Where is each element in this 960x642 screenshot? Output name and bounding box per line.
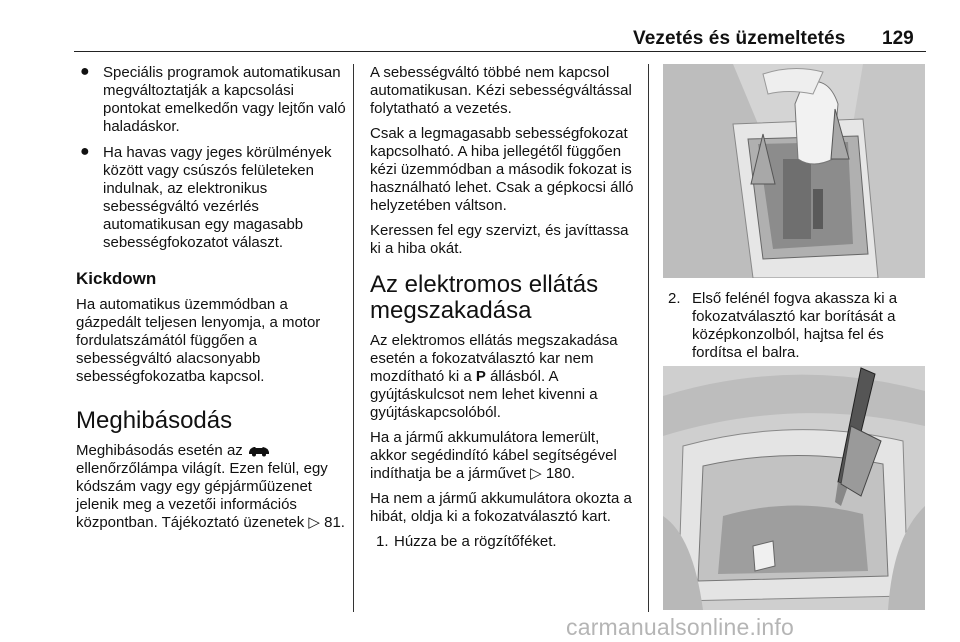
bullet-item: [76, 64, 346, 136]
step-number: 1.: [376, 533, 389, 550]
step-item: [668, 290, 926, 362]
section-heading-kickdown: Kickdown: [76, 269, 157, 288]
page-header-title: Vezetés és üzemeltetés: [633, 28, 846, 49]
paragraph: [370, 332, 635, 422]
gear-position-label: P: [475, 368, 486, 385]
car-warning-icon: [247, 443, 271, 457]
bullet-dot: ●: [80, 143, 90, 160]
page-ref-link[interactable]: 180.: [545, 465, 576, 482]
bullet-text: Ha havas vagy jeges körülmények között vagy csúszós felületeken indulnak, az elektronikus sebességváltó vezérlés automatikusan egy magasabb sebességfokozatot választ.: [103, 144, 332, 251]
fault-text-start: Meghibásodás esetén az: [76, 442, 243, 459]
text: állásból. A gyújtáskulcsot nem lehet kivenni a gyújtáskapcsolóból.: [370, 368, 598, 421]
column-divider-2: [648, 64, 649, 612]
column-3-text: [668, 290, 926, 362]
watermark: carmanualsonline.info: [566, 614, 794, 640]
gear-lever-drawing: [663, 64, 925, 278]
column-divider-1: [353, 64, 354, 612]
page-ref-icon: ▷: [308, 514, 320, 531]
page-number: 129: [882, 28, 914, 49]
gear-lever-illustration: [663, 64, 925, 278]
fault-paragraph: [76, 442, 346, 532]
step-item: [370, 533, 635, 551]
section-heading-power-loss: Az elektromos ellátás megszakadása: [370, 271, 599, 324]
step-text: Húzza be a rögzítőféket.: [394, 533, 557, 550]
console-cover-illustration: [663, 366, 925, 610]
page-ref-link[interactable]: 81.: [324, 514, 345, 531]
paragraph: Csak a legmagasabb sebességfokozat kapcsolható. A hiba jellegétől függően kézi üzemmódban a második fokozat is használható lehet. Csak a gépkocsi álló helyzetében váltson.: [370, 125, 634, 214]
text: Ha a jármű akkumulátora lemerült, akkor segédindító kábel segítségével indíthatja be a járművet: [370, 429, 617, 482]
step-number: 2.: [668, 290, 681, 307]
bullet-dot: ●: [80, 63, 90, 80]
kickdown-paragraph: Ha automatikus üzemmódban a gázpedált teljesen lenyomja, a motor fordulatszámától függően a sebességváltó alacsonyabb sebességfokozatba kapcsol.: [76, 296, 321, 385]
paragraph: Keressen fel egy szervizt, és javíttassa ki a hiba okát.: [370, 222, 629, 257]
step-text: Első felénél fogva akassza ki a fokozatválasztó kar borítását a középkonzolból, hajtsa fel és fordítsa el balra.: [692, 290, 898, 361]
fault-text-end: ellenőrzőlámpa világít. Ezen felül, egy kódszám vagy egy gépjárműüzenet jelenik meg a vezetői információs központban. Tájékoztató üzenetek: [76, 460, 328, 531]
bullet-item: [76, 144, 346, 252]
paragraph: [370, 429, 635, 483]
header-rule: [74, 51, 926, 52]
column-2: [370, 64, 635, 551]
column-1: [76, 64, 346, 539]
paragraph: A sebességváltó többé nem kapcsol automatikusan. Kézi sebességváltással folytatható a vezetés.: [370, 64, 632, 117]
bullet-text: Speciális programok automatikusan megváltoztatják a kapcsolási pontokat emelkedőn vagy lejtőn való haladáskor.: [103, 64, 346, 135]
paragraph: Ha nem a jármű akkumulátora okozta a hibát, oldja ki a fokozatválasztó kart.: [370, 490, 632, 525]
page-ref-icon: ▷: [530, 465, 542, 482]
section-heading-fault: Meghibásodás: [76, 407, 233, 434]
console-cover-drawing: [663, 366, 925, 610]
text: Az elektromos ellátás megszakadása esetén a fokozatválasztó kar nem mozdítható ki a: [370, 332, 618, 385]
